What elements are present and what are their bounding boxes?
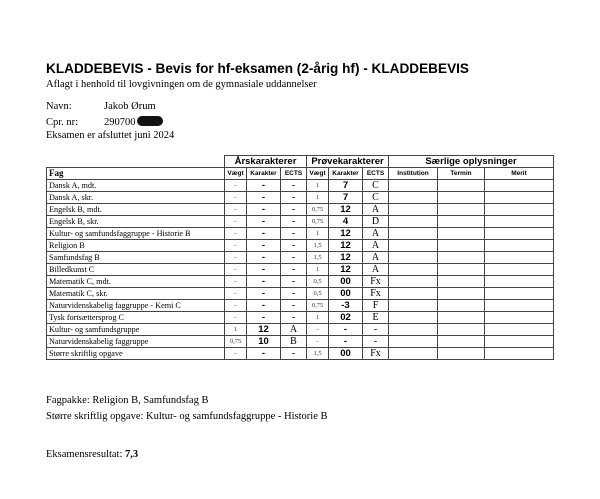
student-name: Jakob Ørum (104, 101, 156, 112)
proeve-vaegt: 1 (307, 312, 329, 324)
proeve-vaegt: 1,5 (307, 252, 329, 264)
merit-cell (485, 204, 554, 216)
proeve-vaegt: - (307, 324, 329, 336)
saerlige-oplysninger-header: Særlige oplysninger (389, 156, 554, 168)
proeve-ects: Fx (363, 288, 389, 300)
aars-vaegt: - (225, 264, 247, 276)
proeve-ects: - (363, 336, 389, 348)
institution-cell (389, 240, 438, 252)
student-cpr: 290700 (104, 117, 136, 128)
merit-cell (485, 240, 554, 252)
merit-header: Merit (485, 168, 554, 180)
sso-line: Større skriftlig opgave: Kultur- og samfundsfaggruppe - Historie B (46, 411, 328, 422)
proeve-karakter: 00 (329, 348, 363, 360)
proeve-karakter: 12 (329, 252, 363, 264)
institution-header: Institution (389, 168, 438, 180)
institution-cell (389, 180, 438, 192)
aars-ects: - (281, 348, 307, 360)
proeve-ects: E (363, 312, 389, 324)
proeve-ects: A (363, 240, 389, 252)
termin-cell (438, 240, 485, 252)
aars-ects: - (281, 312, 307, 324)
aars-ects: - (281, 180, 307, 192)
proeve-vaegt: 0,5 (307, 288, 329, 300)
subject-name: Engelsk B, skr. (47, 216, 225, 228)
subject-name: Billedkunst C (47, 264, 225, 276)
termin-cell (438, 228, 485, 240)
merit-cell (485, 216, 554, 228)
aars-vaegt: - (225, 204, 247, 216)
grades-table (46, 155, 554, 360)
fag-header: Fag (47, 168, 225, 180)
proeve-ects: Fx (363, 276, 389, 288)
termin-cell (438, 192, 485, 204)
aars-vaegt: - (225, 348, 247, 360)
proeve-karakter: 12 (329, 240, 363, 252)
merit-cell (485, 348, 554, 360)
termin-cell (438, 264, 485, 276)
merit-cell (485, 300, 554, 312)
aars-ects: - (281, 192, 307, 204)
merit-cell (485, 264, 554, 276)
aarskarakterer-header: Årskarakterer (225, 156, 307, 168)
aars-karakter: - (247, 192, 281, 204)
table-row (47, 252, 554, 264)
proeve-vaegt: 1 (307, 192, 329, 204)
subject-name: Dansk A, mdt. (47, 180, 225, 192)
termin-cell (438, 336, 485, 348)
termin-cell (438, 300, 485, 312)
proeve-ects: - (363, 324, 389, 336)
proeve-karakter: - (329, 336, 363, 348)
aars-karakter: - (247, 276, 281, 288)
aars-ects: - (281, 300, 307, 312)
table-row (47, 276, 554, 288)
proevekarakterer-header: Prøvekarakterer (307, 156, 389, 168)
merit-cell (485, 336, 554, 348)
aars-ects: - (281, 204, 307, 216)
subject-name: Matematik C, skr. (47, 288, 225, 300)
institution-cell (389, 276, 438, 288)
aars-ects: A (281, 324, 307, 336)
proeve-karakter: - (329, 324, 363, 336)
aars-karakter: - (247, 312, 281, 324)
termin-cell (438, 324, 485, 336)
institution-cell (389, 228, 438, 240)
subject-name: Religion B (47, 240, 225, 252)
exam-result-value: 7,3 (125, 449, 139, 460)
aars-karakter: - (247, 252, 281, 264)
subject-name: Matematik C, mdt. (47, 276, 225, 288)
proeve-vaegt: 0,75 (307, 204, 329, 216)
proeve-ects: A (363, 264, 389, 276)
table-row (47, 264, 554, 276)
proeve-ects-header: ECTS (363, 168, 389, 180)
proeve-ects: C (363, 192, 389, 204)
proeve-karakter: 12 (329, 228, 363, 240)
termin-cell (438, 288, 485, 300)
institution-cell (389, 264, 438, 276)
proeve-ects: A (363, 204, 389, 216)
table-row (47, 240, 554, 252)
aars-karakter-header: Karakter (247, 168, 281, 180)
termin-cell (438, 252, 485, 264)
aars-karakter: - (247, 240, 281, 252)
proeve-karakter: 7 (329, 192, 363, 204)
proeve-karakter: 02 (329, 312, 363, 324)
aars-ects: - (281, 264, 307, 276)
aars-ects: B (281, 336, 307, 348)
exam-result-label: Eksamensresultat: (46, 449, 123, 460)
aars-karakter: - (247, 180, 281, 192)
institution-cell (389, 336, 438, 348)
student-cpr-line (46, 116, 163, 128)
table-row (47, 228, 554, 240)
table-row (47, 180, 554, 192)
proeve-ects: D (363, 216, 389, 228)
table-row (47, 324, 554, 336)
aars-karakter: 10 (247, 336, 281, 348)
document-subtitle: Aflagt i henhold til lovgivningen om de gymnasiale uddannelser (46, 79, 317, 90)
aars-vaegt: 0,75 (225, 336, 247, 348)
table-row (47, 300, 554, 312)
proeve-vaegt: 1,5 (307, 348, 329, 360)
column-header-row (47, 168, 554, 180)
institution-cell (389, 216, 438, 228)
table-row (47, 348, 554, 360)
proeve-ects: F (363, 300, 389, 312)
termin-cell (438, 276, 485, 288)
merit-cell (485, 324, 554, 336)
merit-cell (485, 312, 554, 324)
aars-ects-header: ECTS (281, 168, 307, 180)
aars-karakter: - (247, 348, 281, 360)
cpr-label: Cpr. nr: (46, 117, 79, 128)
proeve-karakter: 7 (329, 180, 363, 192)
student-name-line (46, 101, 156, 112)
proeve-vaegt: 1 (307, 264, 329, 276)
institution-cell (389, 324, 438, 336)
aars-karakter: - (247, 204, 281, 216)
proeve-karakter-header: Karakter (329, 168, 363, 180)
institution-cell (389, 204, 438, 216)
merit-cell (485, 288, 554, 300)
aars-ects: - (281, 288, 307, 300)
merit-cell (485, 192, 554, 204)
subject-name: Tysk fortsættersprog C (47, 312, 225, 324)
aars-vaegt: - (225, 312, 247, 324)
proeve-vaegt: 0,75 (307, 216, 329, 228)
institution-cell (389, 252, 438, 264)
termin-cell (438, 312, 485, 324)
group-header-row (47, 156, 554, 168)
proeve-karakter: 12 (329, 204, 363, 216)
aars-karakter: - (247, 300, 281, 312)
termin-cell (438, 204, 485, 216)
aars-vaegt-header: Vægt (225, 168, 247, 180)
exam-completed: Eksamen er afsluttet juni 2024 (46, 130, 175, 141)
aars-ects: - (281, 216, 307, 228)
termin-cell (438, 180, 485, 192)
proeve-karakter: 00 (329, 276, 363, 288)
aars-ects: - (281, 240, 307, 252)
aars-vaegt: - (225, 240, 247, 252)
termin-cell (438, 348, 485, 360)
subject-name: Dansk A, skr. (47, 192, 225, 204)
aars-vaegt: - (225, 216, 247, 228)
merit-cell (485, 276, 554, 288)
proeve-ects: A (363, 252, 389, 264)
aars-vaegt: - (225, 300, 247, 312)
aars-vaegt: - (225, 252, 247, 264)
merit-cell (485, 228, 554, 240)
aars-ects: - (281, 252, 307, 264)
proeve-vaegt: 0,5 (307, 276, 329, 288)
termin-header: Termin (438, 168, 485, 180)
proeve-karakter: 4 (329, 216, 363, 228)
aars-vaegt: - (225, 228, 247, 240)
proeve-vaegt: - (307, 336, 329, 348)
aars-ects: - (281, 228, 307, 240)
proeve-ects: A (363, 228, 389, 240)
proeve-vaegt-header: Vægt (307, 168, 329, 180)
aars-karakter: - (247, 264, 281, 276)
table-row (47, 192, 554, 204)
exam-result-line (46, 449, 138, 460)
proeve-karakter: 12 (329, 264, 363, 276)
merit-cell (485, 180, 554, 192)
proeve-ects: C (363, 180, 389, 192)
table-row (47, 336, 554, 348)
redaction-mark (137, 116, 163, 126)
aars-vaegt: - (225, 180, 247, 192)
subject-name: Kultur- og samfundsgruppe (47, 324, 225, 336)
subject-name: Større skriftlig opgave (47, 348, 225, 360)
subject-name: Naturvidenskabelig faggruppe - Kemi C (47, 300, 225, 312)
institution-cell (389, 192, 438, 204)
subject-name: Samfundsfag B (47, 252, 225, 264)
aars-karakter: 12 (247, 324, 281, 336)
aars-vaegt: - (225, 192, 247, 204)
proeve-vaegt: 1,5 (307, 240, 329, 252)
proeve-ects: Fx (363, 348, 389, 360)
merit-cell (485, 252, 554, 264)
subject-name: Engelsk B, mdt. (47, 204, 225, 216)
institution-cell (389, 348, 438, 360)
fagpakke-line: Fagpakke: Religion B, Samfundsfag B (46, 395, 209, 406)
aars-vaegt: 1 (225, 324, 247, 336)
name-label: Navn: (46, 101, 72, 112)
aars-karakter: - (247, 228, 281, 240)
document-title: KLADDEBEVIS - Bevis for hf-eksamen (2-årig hf) - KLADDEBEVIS (46, 61, 469, 76)
institution-cell (389, 300, 438, 312)
grade-rows (47, 180, 554, 360)
proeve-karakter: -3 (329, 300, 363, 312)
proeve-vaegt: 1 (307, 180, 329, 192)
termin-cell (438, 216, 485, 228)
table-row (47, 288, 554, 300)
subject-name: Kultur- og samfundsfaggruppe - Historie B (47, 228, 225, 240)
proeve-vaegt: 1 (307, 228, 329, 240)
table-row (47, 312, 554, 324)
proeve-karakter: 00 (329, 288, 363, 300)
header-spacer (47, 156, 225, 168)
subject-name: Naturvidenskabelig faggruppe (47, 336, 225, 348)
proeve-vaegt: 0,75 (307, 300, 329, 312)
aars-vaegt: - (225, 276, 247, 288)
aars-vaegt: - (225, 288, 247, 300)
table-row (47, 204, 554, 216)
aars-karakter: - (247, 288, 281, 300)
institution-cell (389, 312, 438, 324)
institution-cell (389, 288, 438, 300)
aars-karakter: - (247, 216, 281, 228)
aars-ects: - (281, 276, 307, 288)
table-row (47, 216, 554, 228)
